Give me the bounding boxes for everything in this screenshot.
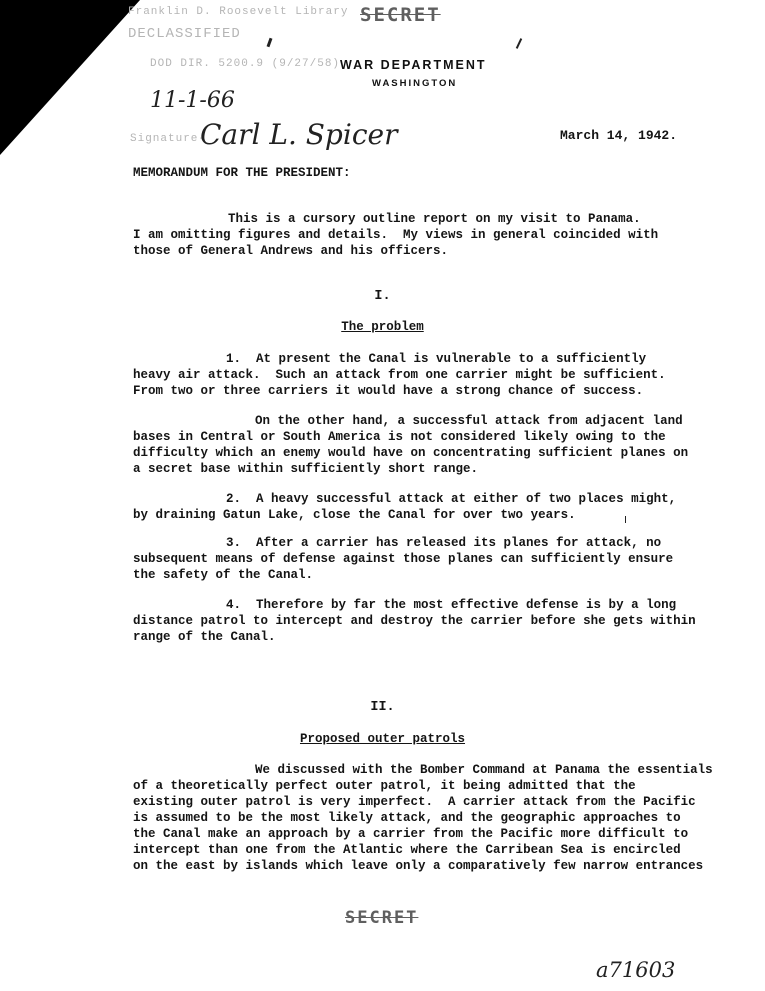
s1-p5-line-3: range of the Canal. bbox=[133, 630, 276, 644]
memo-date: March 14, 1942. bbox=[560, 128, 678, 143]
s1-p1-line-2: heavy air attack. Such an attack from one carrier might be sufficient. bbox=[133, 368, 666, 382]
top-secret-stamp: SECRET bbox=[360, 4, 441, 26]
intro-line-1: This is a cursory outline report on my visit to Panama. bbox=[228, 212, 641, 226]
section-2-title: Proposed outer patrols bbox=[299, 732, 466, 746]
letterhead-city: WASHINGTON bbox=[372, 78, 458, 89]
s1-p4-line-2: subsequent means of defense against those planes can sufficiently ensure bbox=[133, 552, 674, 566]
faint-stamp-line-3: DOD DIR. 5200.9 (9/27/58) bbox=[150, 58, 341, 70]
handwritten-signature: Carl L. Spicer bbox=[200, 118, 398, 151]
archive-number: a71603 bbox=[596, 958, 676, 982]
s2-p1-line-1: We discussed with the Bomber Command at Panama the essentials bbox=[255, 763, 713, 777]
s1-p5-line-2: distance patrol to intercept and destroy the carrier before she gets within bbox=[133, 614, 696, 628]
s2-p1-line-4: is assumed to be the most likely attack, and the geographic approaches to bbox=[133, 811, 681, 825]
faint-stamp-line-2: DECLASSIFIED bbox=[128, 26, 241, 42]
s1-p2-line-4: a secret base within sufficiently short range. bbox=[133, 462, 479, 476]
handwritten-date: 11-1-66 bbox=[150, 88, 235, 113]
s1-p4-line-3: the safety of the Canal. bbox=[133, 568, 314, 582]
intro-line-2: I am omitting figures and details. My views in general coincided with bbox=[133, 228, 659, 242]
s2-p1-line-2: of a theoretically perfect outer patrol, it being admitted that the bbox=[133, 779, 636, 793]
section-1-numeral: I. bbox=[374, 289, 391, 304]
pen-mark bbox=[516, 38, 522, 49]
s1-p5-line-1: 4. Therefore by far the most effective defense is by a long bbox=[226, 598, 677, 612]
intro-line-3: those of General Andrews and his officers. bbox=[133, 244, 449, 258]
s1-p3-line-1: 2. A heavy successful attack at either of two places might, bbox=[226, 492, 677, 506]
s2-p1-line-7: on the east by islands which leave only a comparatively few narrow entrances bbox=[133, 859, 704, 873]
s2-p1-line-5: the Canal make an approach by a carrier from the Pacific more difficult to bbox=[133, 827, 689, 841]
s1-p1-line-3: From two or three carriers it would have a strong chance of success. bbox=[133, 384, 644, 398]
s1-p1-line-1: 1. At present the Canal is vulnerable to a sufficiently bbox=[226, 352, 647, 366]
s1-p2-line-1: On the other hand, a successful attack from adjacent land bbox=[255, 414, 683, 428]
section-2-numeral: II. bbox=[370, 700, 395, 715]
s1-p3-line-2: by draining Gatun Lake, close the Canal for over two years. bbox=[133, 508, 576, 522]
s1-p2-line-3: difficulty which an enemy would have on concentrating sufficient planes on bbox=[133, 446, 689, 460]
signature-label: Signature- bbox=[130, 133, 207, 145]
pen-mark bbox=[267, 38, 273, 47]
scan-corner-shadow bbox=[0, 0, 140, 155]
s1-p4-line-1: 3. After a carrier has released its planes for attack, no bbox=[226, 536, 662, 550]
memo-addressee: MEMORANDUM FOR THE PRESIDENT: bbox=[133, 166, 351, 180]
pen-mark bbox=[625, 516, 626, 523]
s2-p1-line-3: existing outer patrol is very imperfect. A carrier attack from the Pacific bbox=[133, 795, 696, 809]
letterhead-department: WAR DEPARTMENT bbox=[340, 58, 487, 72]
bottom-secret-stamp: SECRET bbox=[345, 908, 419, 928]
s1-p2-line-2: bases in Central or South America is not considered likely owing to the bbox=[133, 430, 666, 444]
section-1-title: The problem bbox=[341, 320, 424, 334]
faint-stamp-line-1: Franklin D. Roosevelt Library bbox=[128, 6, 349, 18]
s2-p1-line-6: intercept than one from the Atlantic where the Carribean Sea is encircled bbox=[133, 843, 681, 857]
